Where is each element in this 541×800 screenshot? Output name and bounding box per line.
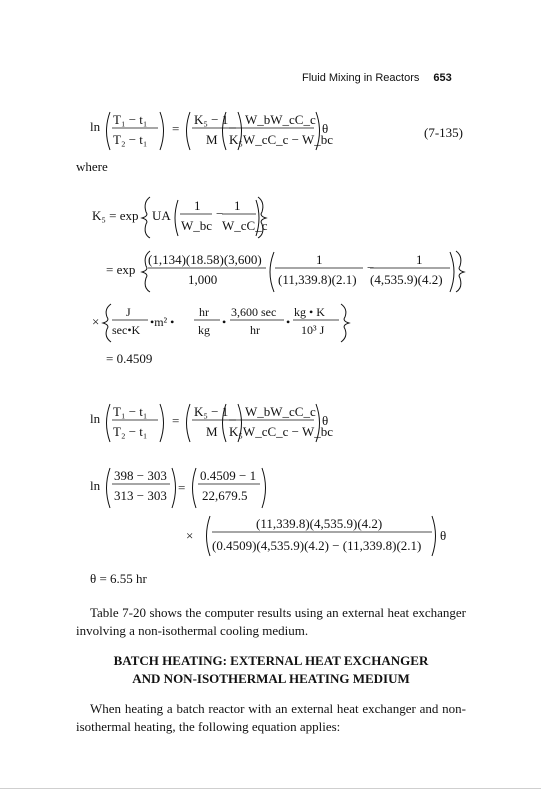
equation-numeric-ln: [0, 462, 541, 512]
theta-result: θ = 6.55 hr: [90, 571, 147, 586]
eq4-times: ×: [186, 528, 194, 543]
eq1-den-mid: M: [206, 132, 218, 147]
eq1-num-left: T₁ − t₁: [113, 112, 148, 127]
eq1-den-left: T₂ − t₁: [113, 132, 148, 147]
k5-lhs: K₅ = exp: [92, 208, 139, 223]
units-seck: sec•K: [112, 323, 141, 337]
units-kg-den: kg: [198, 323, 210, 337]
k5n-one-b: 1: [416, 252, 423, 267]
k5-one-b: 1: [234, 198, 241, 213]
eq3-den-mid: 22,679.5: [202, 488, 248, 503]
eq2-den-left: T₂ − t₁: [113, 424, 148, 439]
section-heading-line-1: BATCH HEATING: EXTERNAL HEAT EXCHANGER: [113, 653, 429, 668]
units-hr-num: hr: [199, 305, 209, 319]
paragraph-table-reference: Table 7-20 shows the computer results using an external heat exchanger involving a non-isothermal cooling medium.: [76, 605, 466, 638]
eq1-den-right: K₅W_cC_c − W_bc: [229, 132, 334, 147]
k5-definition: [0, 192, 541, 242]
k5-result: = 0.4509: [106, 351, 153, 366]
k5n-num: (1,134)(18.58)(3,600): [148, 252, 262, 267]
units-hr-den: hr: [250, 323, 260, 337]
eq2-num-left: T₁ − t₁: [113, 404, 148, 419]
k5n-den-a: (11,339.8)(2.1): [278, 272, 357, 287]
units-j3: 10³ J: [301, 323, 325, 337]
eq2-den-mid: M: [206, 424, 218, 439]
k5-one-a: 1: [194, 198, 201, 213]
eq4-den: (0.4509)(4,535.9)(4.2) − (11,339.8)(2.1): [212, 538, 422, 553]
k5-numeric: [0, 246, 541, 296]
eq2-theta: θ: [322, 413, 329, 428]
k5-minus: −: [216, 206, 224, 221]
eq1-num-right: W_bW_cC_c: [245, 112, 316, 127]
equation-repeat: [0, 392, 541, 452]
units-times: ×: [92, 314, 100, 329]
section-heading-line-2: AND NON-ISOTHERMAL HEATING MEDIUM: [132, 671, 410, 686]
units-conversion: [0, 300, 541, 346]
eq3-den-left: 313 − 303: [114, 488, 167, 503]
eq1-ln: ln: [90, 119, 101, 134]
running-header: [302, 72, 452, 84]
k5n-minus: −: [367, 260, 375, 275]
eq3-num-left: 398 − 303: [114, 468, 167, 483]
units-sec-num: 3,600 sec: [231, 305, 277, 319]
paragraph-batch-heating: When heating a batch reactor with an external heat exchanger and non-isothermal heating, the following equation applies:: [76, 701, 466, 734]
eq2-num-mid: K₅ − 1: [194, 404, 229, 419]
eq1-equals: =: [172, 121, 180, 136]
where-label: where: [76, 159, 108, 174]
eq2-num-right: W_bW_cC_c: [245, 404, 316, 419]
units-dot2: •: [286, 315, 291, 329]
eq3-ln: ln: [90, 478, 101, 493]
page-bottom-edge: [0, 788, 541, 789]
units-dot1: •: [222, 315, 227, 329]
equation-number: (7-135): [424, 125, 463, 140]
units-m2: •m² •: [150, 315, 175, 329]
k5-wcc: W_cC_c: [222, 218, 268, 233]
eq4-theta: θ: [440, 528, 447, 543]
eq2-equals: =: [172, 413, 180, 428]
running-title: Fluid Mixing in Reactors: [302, 72, 420, 84]
k5n-den: 1,000: [188, 272, 218, 287]
k5n-one-a: 1: [316, 252, 323, 267]
units-j: J: [126, 305, 131, 319]
k5n-den-b: (4,535.9)(4.2): [370, 272, 443, 287]
eq4-num: (11,339.8)(4,535.9)(4.2): [256, 516, 383, 531]
k5n-eq: = exp: [106, 262, 136, 277]
eq3-num-mid: 0.4509 − 1: [200, 468, 257, 483]
eq1-paren: [107, 112, 111, 150]
eq1-num-mid: K₅ − 1: [194, 112, 229, 127]
equation-theta-factor: [0, 510, 541, 560]
page-number: 653: [433, 72, 452, 84]
eq2-den-right: K₅W_cC_c − W_bc: [229, 424, 334, 439]
eq1-theta: θ: [322, 121, 329, 136]
units-kgk: kg • K: [294, 305, 325, 319]
eq3-equals: =: [178, 480, 186, 495]
eq2-ln: ln: [90, 411, 101, 426]
k5-ua: UA: [152, 208, 171, 223]
k5-wbc: W_bc: [181, 218, 213, 233]
